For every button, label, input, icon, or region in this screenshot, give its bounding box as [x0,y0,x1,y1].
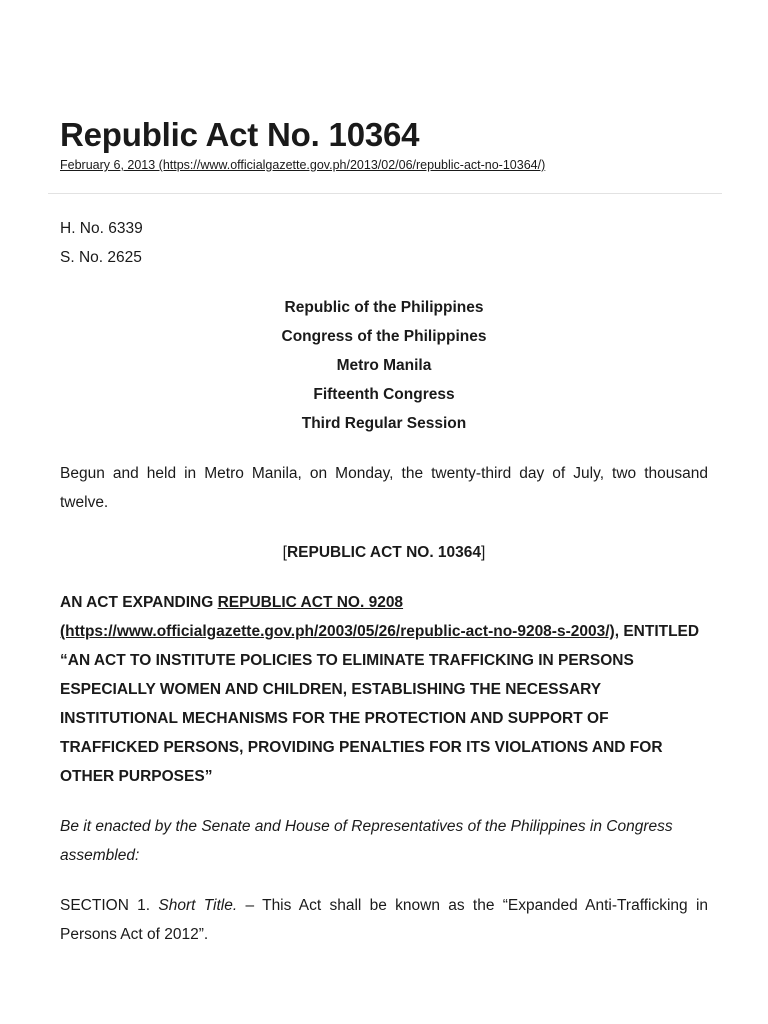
act-title [60,588,708,791]
document-header [60,114,720,173]
heading-line-session: Third Regular Session [301,415,467,432]
enacting-clause: Be it enacted by the Senate and House of Representatives of the Philippines in Congress assembled: [60,818,673,864]
section-1-title: Short Title. [158,897,238,914]
ra-9208-link[interactable]: REPUBLIC ACT NO. 9208 (https://www.officialgazette.gov.ph/2003/05/26/republic-act-no-9208-s-2003/) [60,594,615,640]
republic-act-number: REPUBLIC ACT NO. 10364 [286,544,482,561]
senate-bill-number: S. No. 2625 [60,249,142,266]
header-divider [48,193,722,194]
document-body [60,214,708,949]
bracket-open: [ [282,544,287,561]
act-title-suffix: , ENTITLED “AN ACT TO INSTITUTE POLICIES TO ELIMINATE TRAFFICKING IN PERSONS ESPECIALLY WOMEN AND CHILDREN, ESTABLISHING THE NECESSARY INSTITUTIONAL MECHANISMS FOR THE PROTECTION AND SUPPORT OF TRAFFICKED PERSONS, PROVIDING PENALTIES FOR ITS VIOLATIONS AND FOR OTHER PURPOSES” [60,623,700,785]
section-1 [60,891,708,949]
republic-act-number-line [60,538,708,567]
bracket-close: ] [481,544,486,561]
begun-paragraph: Begun and held in Metro Manila, on Monday, the twenty-third day of July, two thousand twelve. [60,465,708,511]
heading-line-congress: Congress of the Philippines [281,328,487,345]
section-1-text: – This Act shall be known as the “Expanded Anti-Trafficking in Persons Act of 2012”. [60,897,709,943]
page-title: Republic Act No. 10364 [60,116,420,153]
heading-line-location: Metro Manila [336,357,432,374]
date-link[interactable]: February 6, 2013 (https://www.officialgazette.gov.ph/2013/02/06/republic-act-no-10364/) [60,158,546,172]
heading-line-congress-number: Fifteenth Congress [313,386,455,403]
congress-heading [60,293,708,438]
act-title-prefix: AN ACT EXPANDING [60,594,218,611]
section-1-label: SECTION 1. [60,897,159,914]
house-bill-number: H. No. 6339 [60,220,143,237]
heading-line-republic: Republic of the Philippines [284,299,484,316]
